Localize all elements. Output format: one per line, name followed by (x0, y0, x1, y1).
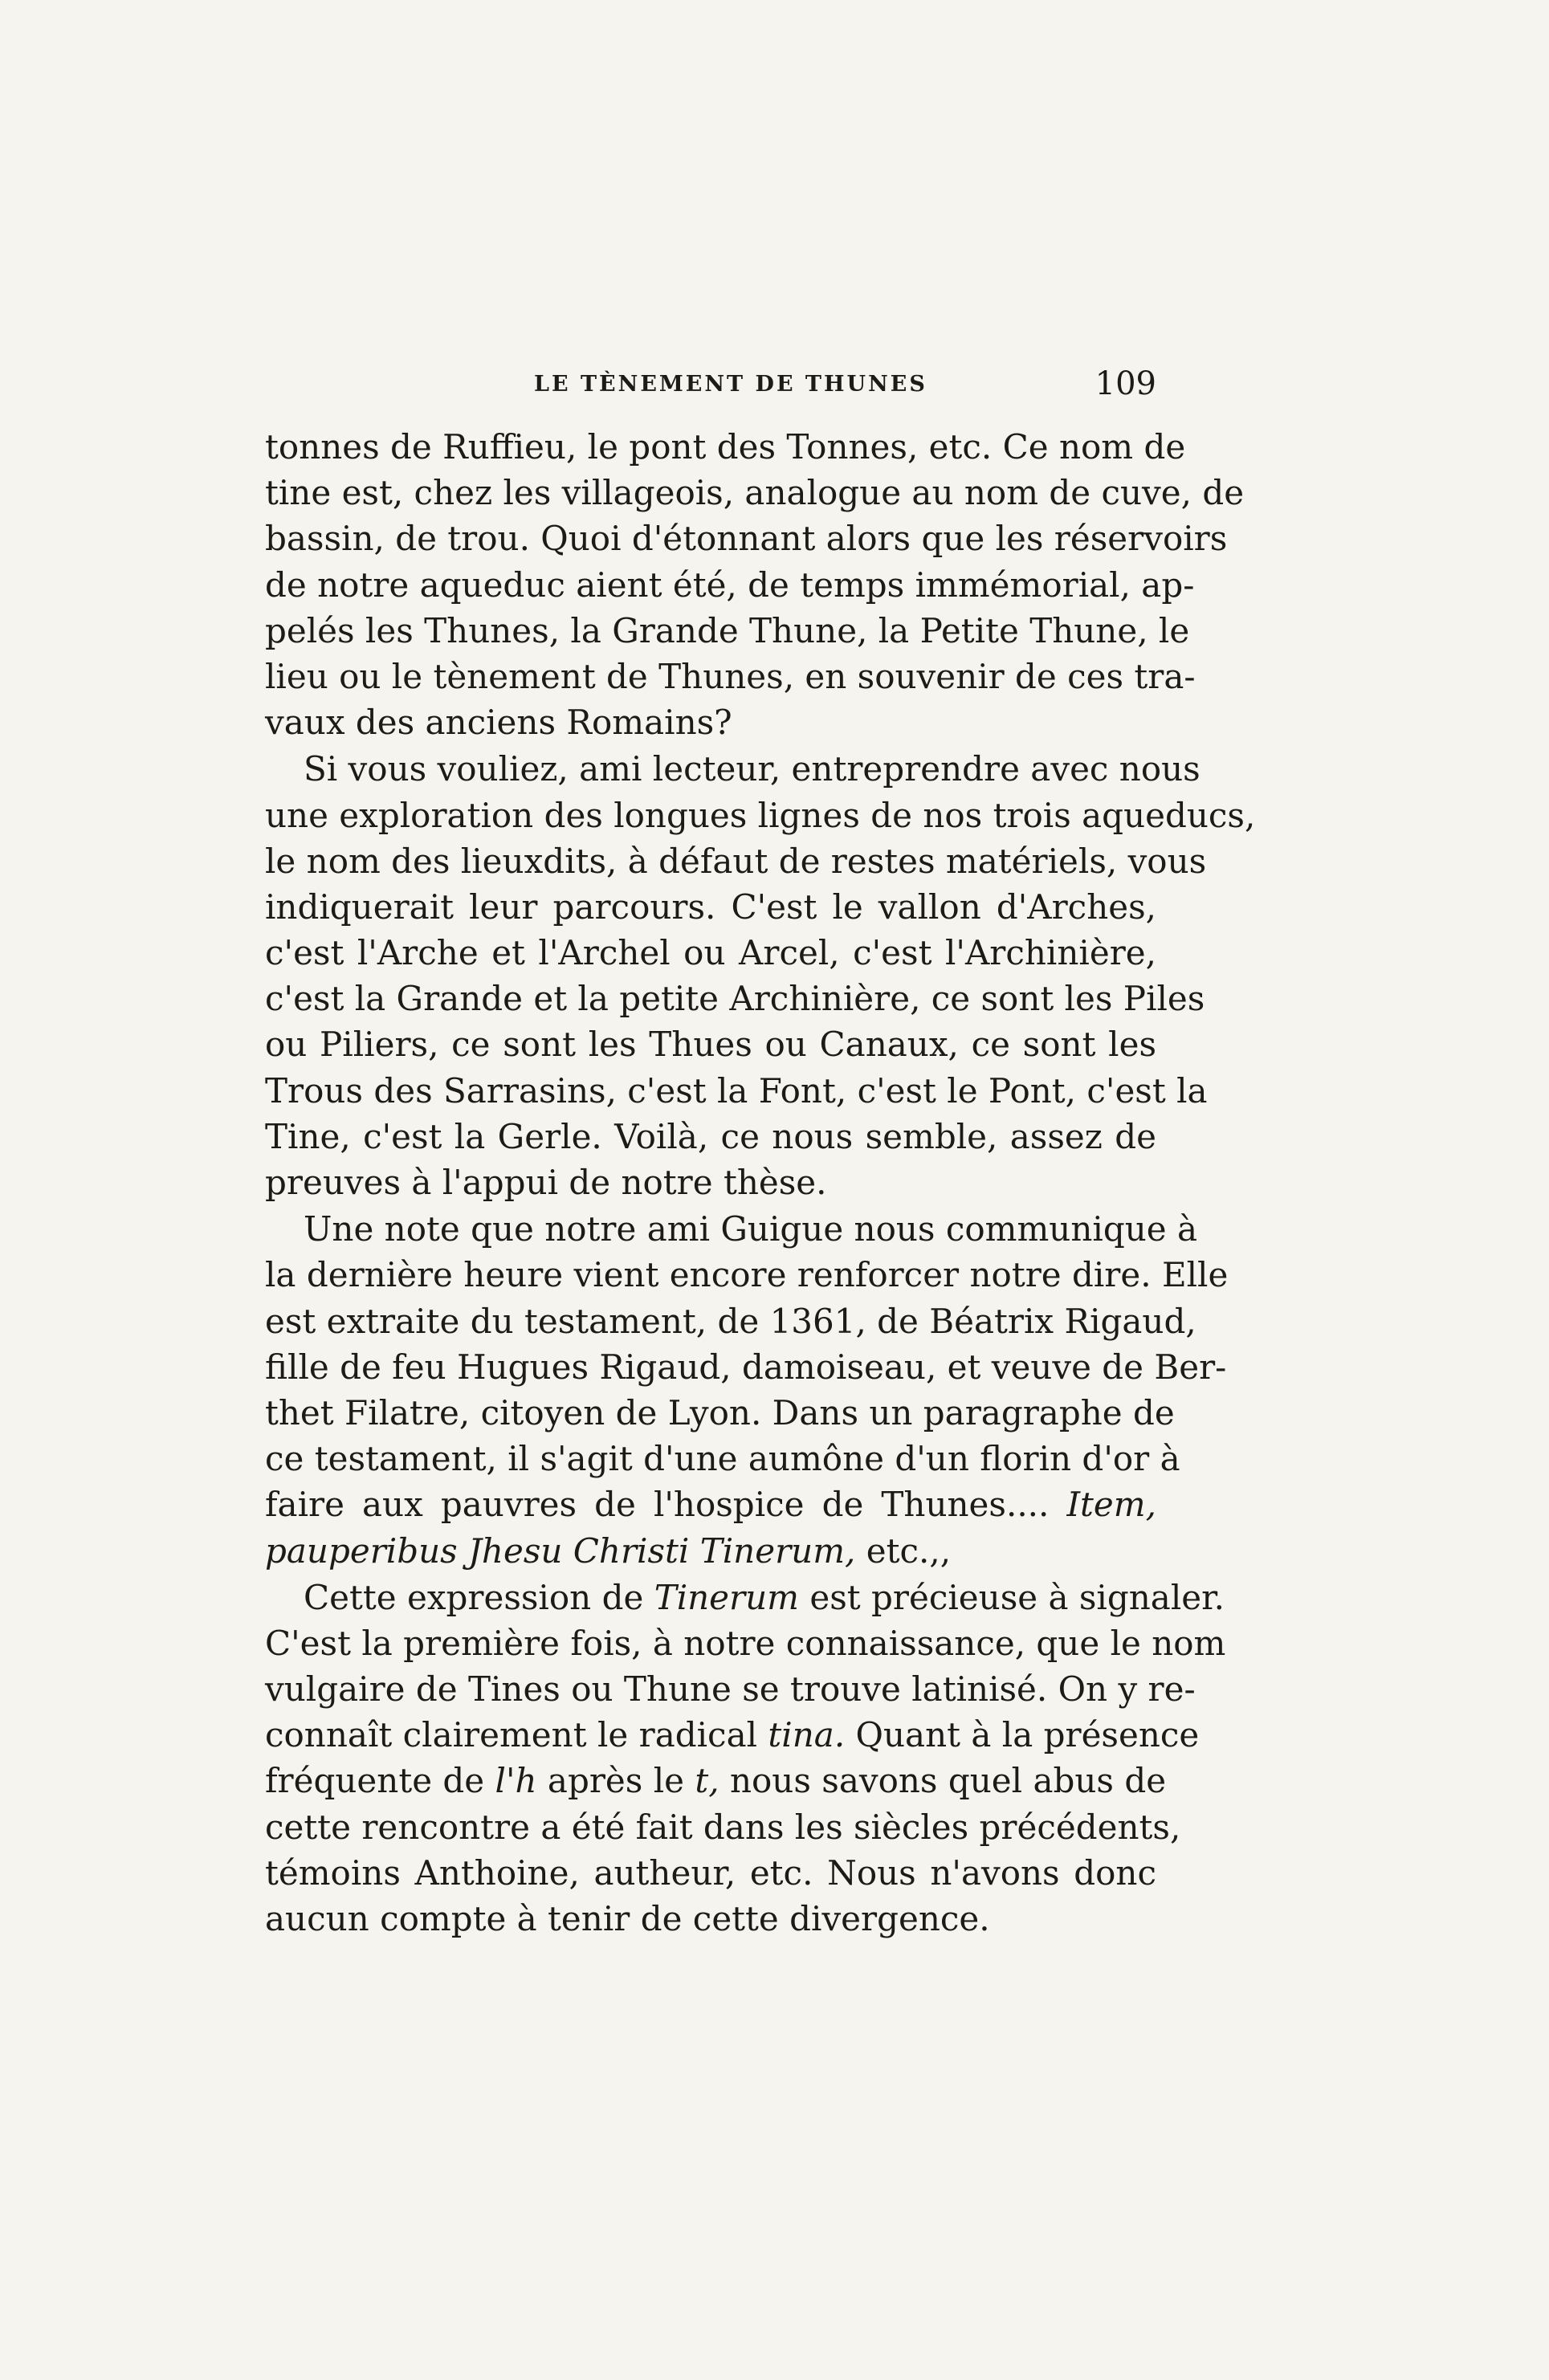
latin-italic: t, (695, 1761, 719, 1801)
text-line: pelés les Thunes, la Grande Thune, la Petite Thune, le (265, 610, 1190, 650)
latin-italic: Christi (573, 1530, 690, 1571)
text-line: Trous des Sarrasins, c'est la Font, c'est le Pont, c'est la (265, 1070, 1208, 1111)
text-line: fille de feu Hugues Rigaud, damoiseau, et veuve de Ber- (265, 1347, 1227, 1387)
text-line: lieu ou le tènement de Thunes, en souvenir de ces tra- (265, 656, 1196, 696)
text-line: une exploration des longues lignes de nos trois aqueducs, (265, 795, 1256, 835)
page-number: 109 (1094, 365, 1156, 402)
text-line: faire aux pauvres de l'hospice de Thunes.... Item, (265, 1485, 1156, 1525)
latin-italic: Item, (1066, 1485, 1156, 1525)
text-line: tine est, chez les villageois, analogue au nom de cuve, de (265, 473, 1245, 513)
text-line: ou Piliers, ce sont les Thues ou Canaux, ce sont les (265, 1025, 1156, 1065)
text-line: thet Filatre, citoyen de Lyon. Dans un paragraphe de (265, 1392, 1175, 1432)
text-line: le nom des lieuxdits, à défaut de restes matériels, vous (265, 841, 1207, 881)
text-line: Tine, c'est la Gerle. Voilà, ce nous semble, assez de (265, 1116, 1156, 1156)
paragraph-first-line: Une note que notre ami Guigue nous communique à (304, 1209, 1197, 1249)
latin-italic: Tinerum, (699, 1530, 856, 1571)
text-line: ce testament, il s'agit d'une aumône d'un florin d'or à (265, 1439, 1180, 1479)
text-line: fréquente de l'h après le t, nous savons quel abus de (265, 1761, 1167, 1801)
paragraph-first-line: Cette expression de Tinerum est précieuse à signaler. (304, 1577, 1225, 1617)
text-line: aucun compte à tenir de cette divergence. (265, 1899, 990, 1938)
running-title: LE TÈNEMENT DE THUNES (534, 372, 927, 397)
text-line: vulgaire de Tines ou Thune se trouve latinisé. On y re- (265, 1669, 1196, 1710)
latin-italic: Tinerum (654, 1577, 799, 1617)
text-line: la dernière heure vient encore renforcer notre dire. Elle (265, 1255, 1229, 1295)
text-line: témoins Anthoine, autheur, etc. Nous n'avons donc (265, 1852, 1156, 1893)
latin-italic: l'h (495, 1761, 537, 1801)
text-line: C'est la première fois, à notre connaissance, que le nom (265, 1623, 1226, 1663)
body-text (265, 424, 1256, 1942)
text-line: tonnes de Ruffieu, le pont des Tonnes, etc. Ce nom de (265, 427, 1186, 467)
text-line: preuves à l'appui de notre thèse. (265, 1163, 827, 1202)
text-line: bassin, de trou. Quoi d'étonnant alors que les réservoirs (265, 519, 1228, 559)
text-line: cette rencontre a été fait dans les siècles précédents, (265, 1807, 1181, 1847)
latin-italic: Jhesu (468, 1530, 563, 1571)
text-line: c'est la Grande et la petite Archinière, ce sont les Piles (265, 979, 1205, 1019)
running-head (265, 365, 1156, 404)
text-line: indiquerait leur parcours. C'est le vallon d'Arches, (265, 886, 1156, 927)
text-line: connaît clairement le radical tina. Quant à la présence (265, 1715, 1200, 1755)
text-line: pauperibus Jhesu Christi Tinerum, etc.,, (265, 1530, 952, 1571)
text-line: de notre aqueduc aient été, de temps immémorial, ap- (265, 564, 1195, 605)
latin-italic: pauperibus (265, 1530, 458, 1571)
latin-italic: tina. (768, 1715, 846, 1755)
text-line: c'est l'Arche et l'Archel ou Arcel, c'est l'Archinière, (265, 933, 1156, 973)
text-line: vaux des anciens Romains? (265, 703, 732, 743)
text-line: est extraite du testament, de 1361, de Béatrix Rigaud, (265, 1301, 1196, 1341)
paragraph-first-line: Si vous vouliez, ami lecteur, entreprendre avec nous (304, 749, 1200, 789)
